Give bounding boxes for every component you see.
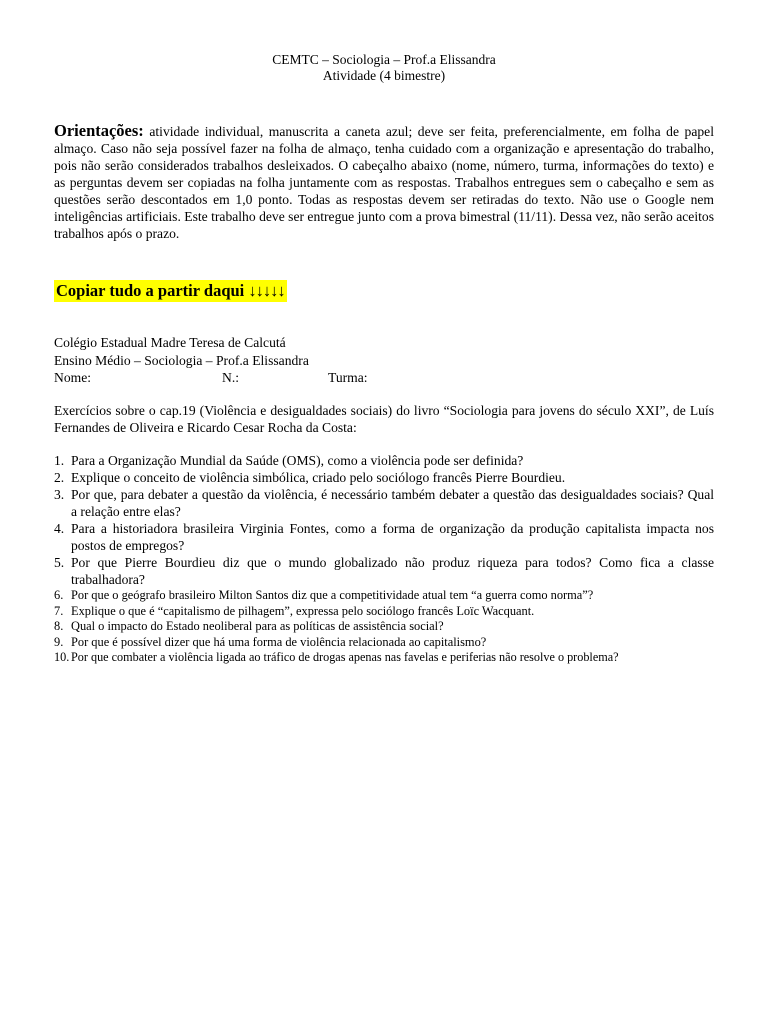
number-label: N.: [222,370,239,385]
name-label: Nome: [54,370,91,385]
question-text: Para a Organização Mundial da Saúde (OMS), como a violência pode ser definida? [71,453,524,468]
question-number: 1. [54,453,65,468]
orientations-text: atividade individual, manuscrita a caneta azul; deve ser feita, preferencialmente, em folha de papel almaço. Caso não seja possível fazer na folha de almaço, tenha cuidado com a organização e apresentação do trabalho, pois não serão considerados trabalhos desleixados. O cabeçalho abaixo (nome, número, turma, informações do texto) e as perguntas devem ser copiadas na folha juntamente com as respostas. Trabalhos entregues sem o cabeçalho e sem as questões serão descontados em 1,0 ponto. Todas as respostas devem ser retiradas do texto. Não use o Google nem inteligências artificiais. Este trabalho deve ser entregue junto com a prova bimestral (11/11). Dessa vez, não serão aceitos trabalhos após o prazo. [54,124,714,241]
question-number: 3. [54,487,65,502]
question-text: Explique o conceito de violência simbólica, criado pelo sociólogo francês Pierre Bourdieu. [71,470,566,485]
question-number: 5. [54,555,65,570]
question-text: Por que combater a violência ligada ao tráfico de drogas apenas nas favelas e periferias não resolve o problema? [71,650,619,664]
class-label: Turma: [328,370,368,385]
question-number: 7. [54,603,64,618]
question-item [54,520,714,554]
header-title: CEMTC – Sociologia – Prof.a Elissandra [272,52,496,67]
question-item [54,650,714,666]
question-item [54,554,714,588]
copy-instruction-highlight [54,280,287,302]
question-text: Por que, para debater a questão da violência, é necessário também debater a questão das desigualdades sociais? Qual a relação entre elas? [71,487,714,519]
course-line: Ensino Médio – Sociologia – Prof.a Elissandra [54,352,309,368]
question-number: 10. [54,650,70,664]
question-item [54,486,714,520]
question-number: 8. [54,619,64,633]
question-item [54,469,714,486]
question-text: Por que Pierre Bourdieu diz que o mundo globalizado não produz riqueza para todos? Como fica a classe trabalhadora? [71,555,714,587]
question-text: Por que é possível dizer que há uma forma de violência relacionada ao capitalismo? [71,634,487,649]
down-arrows-icon: ↓↓↓↓↓ [248,281,285,300]
question-text: Explique o que é “capitalismo de pilhagem”, expressa pelo sociólogo francês Loïc Wacquant. [71,603,535,618]
document-header [0,52,768,84]
question-number: 2. [54,470,65,485]
question-number: 4. [54,521,65,536]
question-text: Por que o geógrafo brasileiro Milton Santos diz que a competitividade atual tem “a guerra como norma”? [71,588,594,602]
student-fields [54,369,368,387]
copy-instruction-text: Copiar tudo a partir daqui [56,281,245,300]
question-text: Qual o impacto do Estado neoliberal para as políticas de assistência social? [71,619,444,633]
question-item [54,452,714,469]
question-number: 6. [54,588,64,602]
question-item [54,619,714,635]
question-number: 9. [54,634,64,649]
question-item [54,604,714,620]
school-name: Colégio Estadual Madre Teresa de Calcutá [54,335,286,350]
header-subtitle: Atividade (4 bimestre) [322,68,446,83]
copy-instruction [54,280,287,302]
question-item [54,588,714,604]
orientations-title: Orientações: [54,121,144,140]
question-list [54,452,714,666]
exercise-intro: Exercícios sobre o cap.19 (Violência e desigualdades sociais) do livro “Sociologia para jovens do século XXI”, de Luís Fernandes de Oliveira e Ricardo Cesar Rocha da Costa: [54,403,714,435]
orientations-paragraph [54,122,714,242]
school-header [54,334,368,387]
question-text: Para a historiadora brasileira Virginia Fontes, como a forma de organização da produção capitalista impacta nos postos de empregos? [71,521,714,553]
question-item [54,635,714,651]
